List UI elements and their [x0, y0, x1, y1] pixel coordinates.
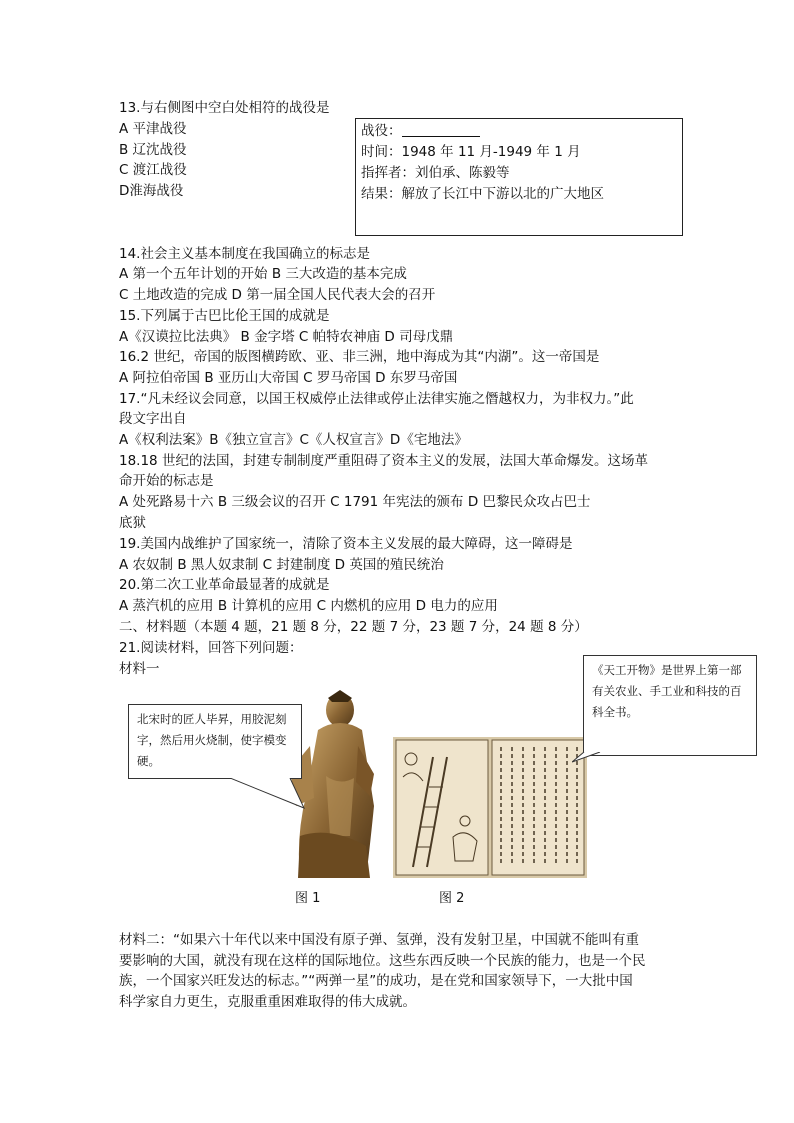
q13-option-c: C 渡江战役	[119, 162, 187, 178]
bi-sheng-callout: 北宋时的匠人毕昇，用胶泥刻字，然后用火烧制，使字模变硬。	[128, 704, 302, 779]
q19-options: A 农奴制 B 黑人奴隶制 C 封建制度 D 英国的殖民统治	[119, 557, 444, 573]
battle-blank	[402, 122, 480, 137]
q13-box-commander: 指挥者：刘伯承、陈毅等	[361, 165, 510, 181]
q15-stem: 15.下列属于古巴比伦王国的成就是	[119, 308, 330, 324]
q14-options-row2: C 土地改造的完成 D 第一届全国人民代表大会的召开	[119, 287, 436, 303]
q18-stem-2: 命开始的标志是	[119, 473, 214, 489]
q18-stem-1: 18.18 世纪的法国，封建专制制度严重阻碍了资本主义的发展，法国大革命爆发。这场革	[119, 453, 648, 469]
tiangong-kaiwu-callout: 《天工开物》是世界上第一部有关农业、手工业和科技的百科全书。	[583, 655, 757, 756]
q20-stem: 20.第二次工业革命最显著的成就是	[119, 577, 330, 593]
figure-2-caption: 图 2	[439, 891, 465, 906]
q15-options: A《汉谟拉比法典》 B 金字塔 C 帕特农神庙 D 司母戊鼎	[119, 329, 454, 345]
q13-stem: 13.与右侧图中空白处相符的战役是	[119, 100, 330, 116]
q13-option-d: D淮海战役	[119, 183, 184, 199]
material-2-line-3: 族，一个国家兴旺发达的标志。”“两弹一星”的成功，是在党和国家领导下，一大批中国	[119, 973, 633, 989]
material-1-label: 材料一	[119, 661, 160, 677]
figure-1-caption: 图 1	[295, 891, 321, 906]
tiangong-kaiwu-book-figure	[393, 737, 587, 878]
q16-options: A 阿拉伯帝国 B 亚历山大帝国 C 罗马帝国 D 东罗马帝国	[119, 370, 458, 386]
material-2-line-1: 材料二：“如果六十年代以来中国没有原子弹、氢弹，没有发射卫星，中国就不能叫有重	[119, 932, 639, 948]
q13-box-time: 时间：1948 年 11 月-1949 年 1 月	[361, 144, 581, 160]
bi-sheng-callout-pointer	[230, 778, 310, 810]
q18-options-row2: 底狱	[119, 515, 146, 531]
tiangong-callout-pointer	[572, 752, 612, 766]
q13-box-battle	[361, 121, 480, 142]
q20-options: A 蒸汽机的应用 B 计算机的应用 C 内燃机的应用 D 电力的应用	[119, 598, 498, 614]
q14-options-row1: A 第一个五年计划的开始 B 三大改造的基本完成	[119, 266, 407, 282]
q13-option-b: B 辽沈战役	[119, 142, 187, 158]
q17-stem-2: 段文字出自	[119, 411, 187, 427]
q13-info-box	[355, 118, 683, 236]
q19-stem: 19.美国内战维护了国家统一，清除了资本主义发展的最大障碍，这一障碍是	[119, 536, 573, 552]
q14-stem: 14.社会主义基本制度在我国确立的标志是	[119, 246, 370, 262]
q17-stem-1: 17.“凡未经议会同意，以国王权威停止法律或停止法律实施之僭越权力，为非权力。”此	[119, 391, 634, 407]
q17-options: A《权利法案》B《独立宣言》C《人权宣言》D《宅地法》	[119, 432, 468, 448]
section2-heading: 二、材料题（本题 4 题，21 题 8 分，22 题 7 分，23 题 7 分，24 题 8 分）	[119, 619, 588, 635]
battle-label: 战役：	[361, 123, 402, 139]
material-2-line-2: 要影响的大国，就没有现在这样的国际地位。这些东西反映一个民族的能力，也是一个民	[119, 953, 646, 969]
q13-box-result: 结果：解放了长江中下游以北的广大地区	[361, 186, 604, 202]
q21-stem: 21.阅读材料，回答下列问题：	[119, 640, 303, 656]
q16-stem: 16.2 世纪，帝国的版图横跨欧、亚、非三洲，地中海成为其“内湖”。这一帝国是	[119, 349, 600, 365]
q18-options-row1: A 处死路易十六 B 三级会议的召开 C 1791 年宪法的颁布 D 巴黎民众攻占巴士	[119, 494, 591, 510]
material-2-line-4: 科学家自力更生，克服重重困难取得的伟大成就。	[119, 994, 416, 1010]
q13-option-a: A 平津战役	[119, 121, 187, 137]
